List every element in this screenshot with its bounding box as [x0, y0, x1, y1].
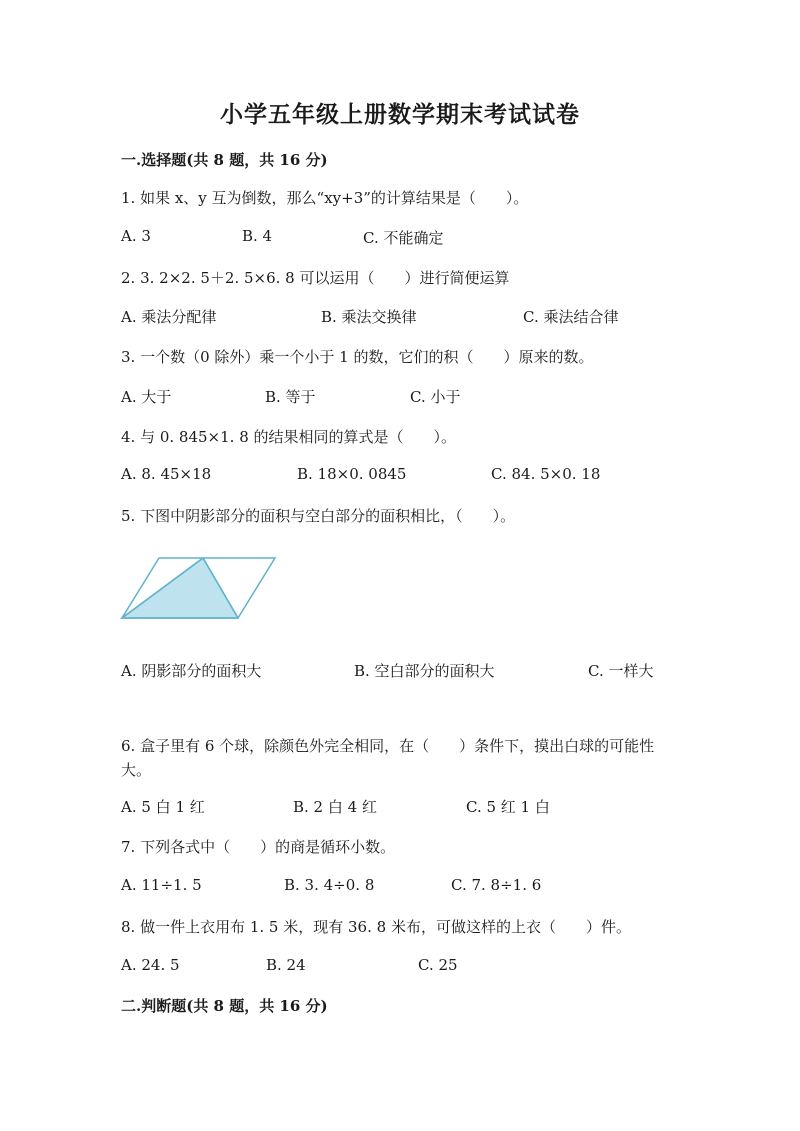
option-a: A. 5 白 1 红 — [121, 798, 205, 816]
option-b: B. 18×0. 0845 — [297, 465, 407, 483]
question-7-options — [121, 876, 681, 898]
option-c: C. 一样大 — [588, 662, 654, 680]
option-a: A. 大于 — [121, 388, 172, 406]
option-a: A. 3 — [121, 227, 151, 245]
question-6-options — [121, 796, 681, 818]
option-b: B. 24 — [266, 956, 306, 974]
option-c: C. 不能确定 — [363, 229, 444, 247]
question-2-options — [121, 306, 681, 328]
question-3: 3. 一个数（0 除外）乘一个小于 1 的数，它们的积（ ）原来的数。 — [121, 348, 594, 366]
question-4-options — [121, 465, 681, 487]
option-a: A. 8. 45×18 — [121, 465, 212, 483]
question-2: 2. 3. 2×2. 5＋2. 5×6. 8 可以运用（ ）进行简便运算 — [121, 269, 510, 287]
question-8-options — [121, 956, 681, 978]
parallelogram-diagram — [118, 555, 280, 621]
option-c: C. 小于 — [410, 388, 461, 406]
page-title: 小学五年级上册数学期末考试试卷 — [220, 101, 580, 128]
option-c: C. 25 — [418, 956, 458, 974]
option-a: A. 阴影部分的面积大 — [121, 662, 262, 680]
question-6: 6. 盒子里有 6 个球，除颜色外完全相同，在（ ）条件下，摸出白球的可能性大。 — [121, 737, 655, 779]
option-b: B. 3. 4÷0. 8 — [284, 876, 375, 894]
option-b: B. 乘法交换律 — [321, 308, 417, 326]
question-5-options — [121, 660, 681, 682]
option-a: A. 11÷1. 5 — [121, 876, 202, 894]
parallelogram-figure — [118, 555, 280, 625]
option-c: C. 7. 8÷1. 6 — [451, 876, 542, 894]
section-heading-true-false: 二.判断题(共 8 题，共 16 分) — [121, 997, 328, 1015]
question-8: 8. 做一件上衣用布 1. 5 米，现有 36. 8 米布，可做这样的上衣（ ）件。 — [121, 918, 631, 936]
option-b: B. 等于 — [265, 388, 316, 406]
option-a: A. 乘法分配律 — [121, 308, 217, 326]
option-c: C. 5 红 1 白 — [466, 798, 550, 816]
option-a: A. 24. 5 — [121, 956, 180, 974]
question-4: 4. 与 0. 845×1. 8 的结果相同的算式是（ ）。 — [121, 428, 457, 446]
question-1-options — [121, 227, 681, 249]
option-b: B. 空白部分的面积大 — [354, 662, 495, 680]
question-1: 1. 如果 x、y 互为倒数，那么“xy+3”的计算结果是（ ）。 — [121, 189, 529, 207]
option-c: C. 乘法结合律 — [523, 308, 619, 326]
option-b: B. 4 — [242, 227, 273, 245]
question-7: 7. 下列各式中（ ）的商是循环小数。 — [121, 838, 396, 856]
option-b: B. 2 白 4 红 — [293, 798, 377, 816]
question-3-options — [121, 386, 681, 408]
question-5: 5. 下图中阴影部分的面积与空白部分的面积相比，（ ）。 — [121, 507, 516, 525]
option-c: C. 84. 5×0. 18 — [491, 465, 601, 483]
section-heading-multiple-choice: 一.选择题(共 8 题，共 16 分) — [121, 151, 328, 169]
